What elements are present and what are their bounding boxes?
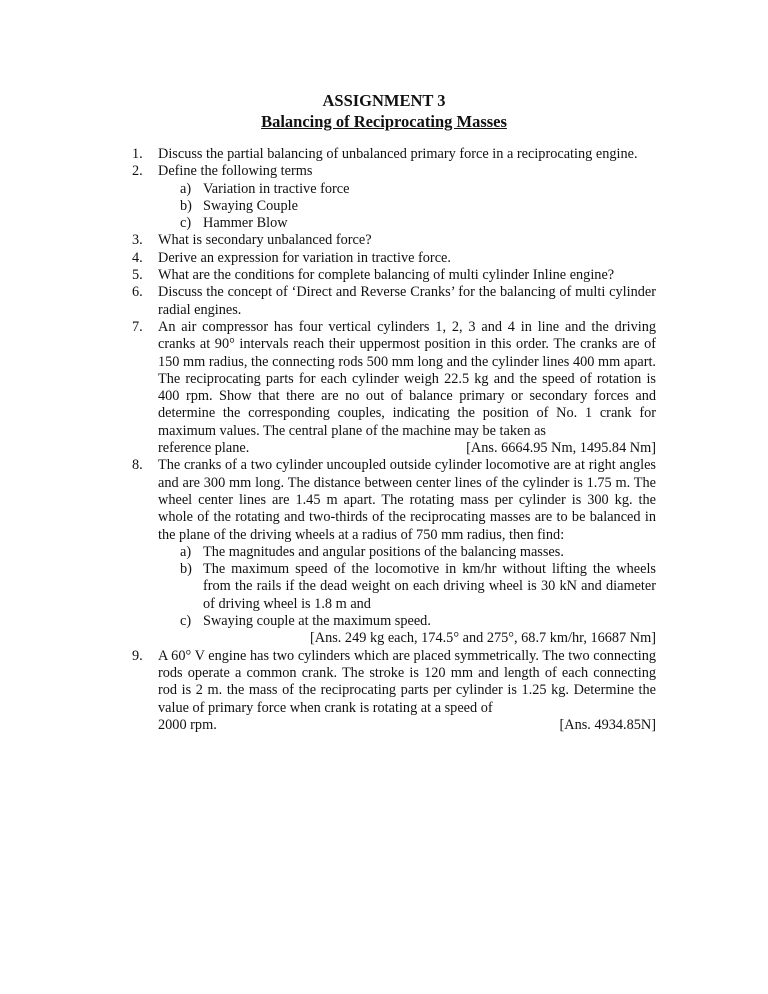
sub-question-letter: b) [180,197,192,214]
sub-question-letter: a) [180,543,192,560]
question-text: What are the conditions for complete balancing of multi cylinder Inline engine? [158,267,615,284]
question-text-end: 2000 rpm. [158,716,217,733]
question-text: Discuss the concept of ‘Direct and Reverse Cranks’ for the balancing of multi cylinder radial engines. [158,284,656,318]
sub-question-letter: c) [180,215,192,232]
question-6 [132,284,656,319]
assignment-subtitle: Balancing of Reciprocating Masses [261,112,507,131]
question-number: 1. [132,146,143,162]
sub-question-letter: b) [180,561,192,578]
answer-line [158,630,656,647]
question-text: A 60° V engine has two cylinders which are placed symmetrically. The two connecting rods operate a common crank. The stroke is 120 mm and length of each connecting rod is 2 m. the mass of the reciprocating parts per cylinder is 1.25 kg. Determine the value of primary force when crank is rotating at a speed of [158,647,656,716]
answer-text: [Ans. 6664.95 Nm, 1495.84 Nm] [466,440,656,457]
question-text: An air compressor has four vertical cylinders 1, 2, 3 and 4 in line and the driving cranks at 90° intervals reach their uppermost position in this order. The cranks are of 150 mm radius, the connecting rods 500 mm long and the cylinder lines 400 mm apart. The reciprocating parts for each cylinder weigh 22.5 kg and the speed of rotation is 400 rpm. Show that there are no out of balance primary or secondary forces and determine the corresponding couples, indicating the position of No. 1 crank for maximum values. The central plane of the machine may be taken as [158,318,656,439]
sub-question-text: Hammer Blow [203,215,288,232]
question-number: 4. [132,249,143,266]
question-number: 2. [132,163,143,180]
sub-question-list [158,544,656,630]
question-number: 5. [132,267,143,284]
title-block [0,90,768,132]
question-text: Discuss the partial balancing of unbalanced primary force in a reciprocating engine. [158,146,638,162]
question-number: 8. [132,457,143,474]
question-4 [132,249,656,267]
sub-question-c [180,613,656,630]
question-1 [132,146,656,163]
question-list [132,146,656,734]
sub-question-letter: c) [180,613,192,630]
sub-question-text: Swaying Couple [203,197,298,214]
answer-line [158,717,656,734]
assignment-title: ASSIGNMENT 3 [322,91,446,110]
question-number: 7. [132,318,143,335]
answer-text: [Ans. 249 kg each, 174.5° and 275°, 68.7 km/hr, 16687 Nm] [309,630,656,647]
sub-question-text: Swaying couple at the maximum speed. [203,613,431,630]
question-5 [132,267,656,284]
question-2 [132,163,656,232]
question-number: 9. [132,647,143,664]
question-number: 3. [132,232,143,249]
sub-question-text: Variation in tractive force [203,180,350,197]
sub-question-b [180,197,656,215]
sub-question-list [158,181,656,233]
sub-question-text: The maximum speed of the locomotive in km/hr without lifting the wheels from the rails if the dead weight on each driving wheel is 30 kN and diameter of driving wheel is 1.8 m and [203,561,656,612]
sub-question-letter: a) [180,180,192,197]
question-text: What is secondary unbalanced force? [158,232,372,249]
sub-question-text: The magnitudes and angular positions of the balancing masses. [203,543,564,560]
question-text: Define the following terms [158,163,313,180]
question-8 [132,457,656,647]
sub-question-b [180,561,656,613]
sub-question-c [180,215,656,232]
question-9 [132,647,656,734]
question-3 [132,232,656,249]
sub-question-a [180,543,656,561]
question-text: Derive an expression for variation in tractive force. [158,249,451,266]
question-7 [132,318,656,457]
answer-line [158,440,656,457]
question-text: The cranks of a two cylinder uncoupled outside cylinder locomotive are at right angles and are 300 mm long. The distance between center lines of the cylinder is 1.75 m. The wheel center lines are 1.45 m apart. The rotating mass per cylinder is 300 kg. the whole of the rotating and two-thirds of the reciprocating masses are to be balanced in the plane of the driving wheels at a radius of 750 mm radius, then find: [158,457,656,543]
answer-text: [Ans. 4934.85N] [559,716,656,733]
question-number: 6. [132,284,143,301]
sub-question-a [180,180,656,198]
question-text-end: reference plane. [158,440,250,457]
